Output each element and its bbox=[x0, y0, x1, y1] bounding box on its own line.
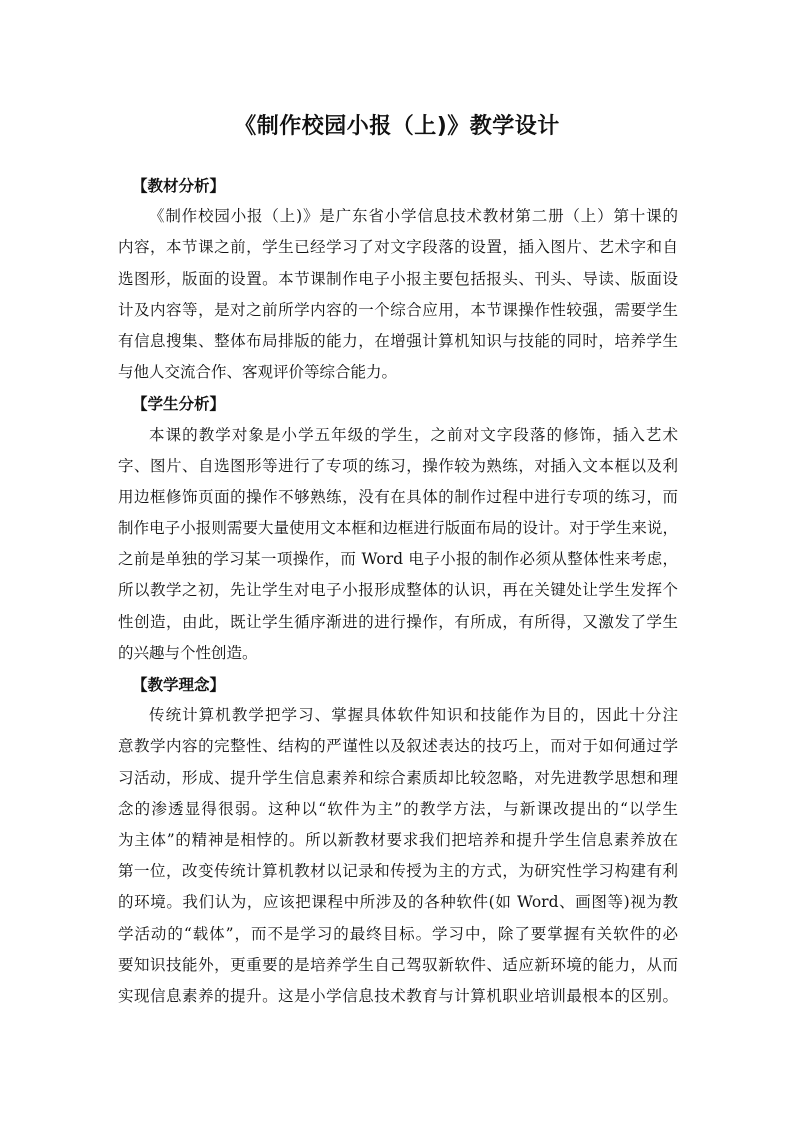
paragraph-line: 选图形，版面的设置。本节课制作电子小报主要包括报头、刊头、导读、版面设 bbox=[118, 269, 678, 288]
paragraph-line: 习活动，形成、提升学生信息素养和综合素质却比较忽略，对先进教学思想和理 bbox=[118, 768, 678, 787]
section-heading-student-analysis: 【学生分析】 bbox=[132, 394, 226, 414]
paragraph-line: 字、图片、自选图形等进行了专项的练习，操作较为熟练，对插入文本框以及利 bbox=[118, 456, 678, 475]
document-body bbox=[118, 170, 678, 1012]
paragraph-line: 内容，本节课之前，学生已经学习了对文字段落的设置，插入图片、艺术字和自 bbox=[118, 238, 678, 257]
paragraph-line: 第一位，改变传统计算机教材以记录和传授为主的方式，为研究性学习构建有利 bbox=[118, 862, 678, 881]
document-title: 《制作校园小报（上)》教学设计 bbox=[234, 114, 560, 139]
paragraph-line: 的兴趣与个性创造。 bbox=[118, 643, 258, 662]
paragraph-line: 《制作校园小报（上)》是广东省小学信息技术教材第二册（上）第十课的 bbox=[149, 207, 678, 226]
paragraph-line: 为主体”的精神是相悖的。所以新教材要求我们把培养和提升学生信息素养放在 bbox=[118, 830, 678, 849]
paragraph-line: 的环境。我们认为，应该把课程中所涉及的各种软件(如 Word、画图等)视为教 bbox=[118, 893, 678, 912]
paragraph-line: 实现信息素养的提升。这是小学信息技术教育与计算机职业培训最根本的区别。 bbox=[118, 986, 678, 1005]
section-heading-textbook-analysis: 【教材分析】 bbox=[132, 176, 226, 195]
paragraph-line: 念的渗透显得很弱。这种以“软件为主”的教学方法，与新课改提出的“以学生 bbox=[118, 799, 678, 818]
section-heading-teaching-philosophy: 【教学理念】 bbox=[132, 675, 226, 694]
paragraph-line: 要知识技能外，更重要的是培养学生自己驾驭新软件、适应新环境的能力，从而 bbox=[118, 955, 678, 974]
paragraph-line: 学活动的“载体”，而不是学习的最终目标。学习中，除了要掌握有关软件的必 bbox=[118, 924, 678, 943]
paragraph-line: 计及内容等，是对之前所学内容的一个综合应用，本节课操作性较强，需要学生 bbox=[118, 300, 678, 319]
paragraph-line: 性创造，由此，既让学生循序渐进的进行操作，有所成，有所得，又激发了学生 bbox=[118, 612, 678, 631]
paragraph-line: 之前是单独的学习某一项操作，而 Word 电子小报的制作必须从整体性来考虑， bbox=[118, 550, 678, 569]
paragraph-line: 意教学内容的完整性、结构的严谨性以及叙述表达的技巧上，而对于如何通过学 bbox=[118, 737, 678, 756]
paragraph-line: 制作电子小报则需要大量使用文本框和边框进行版面布局的设计。对于学生来说， bbox=[118, 519, 678, 538]
paragraph-line: 用边框修饰页面的操作不够熟练，没有在具体的制作过程中进行专项的练习，而 bbox=[118, 487, 678, 506]
paragraph-line: 有信息搜集、整体布局排版的能力，在增强计算机知识与技能的同时，培养学生 bbox=[118, 331, 678, 350]
paragraph-line: 与他人交流合作、客观评价等综合能力。 bbox=[118, 363, 398, 382]
paragraph-line: 所以教学之初，先让学生对电子小报形成整体的认识，再在关键处让学生发挥个 bbox=[118, 581, 678, 600]
paragraph-line: 本课的教学对象是小学五年级的学生，之前对文字段落的修饰，插入艺术 bbox=[149, 425, 678, 444]
paragraph-line: 传统计算机教学把学习、掌握具体软件知识和技能作为目的，因此十分注 bbox=[149, 706, 678, 725]
